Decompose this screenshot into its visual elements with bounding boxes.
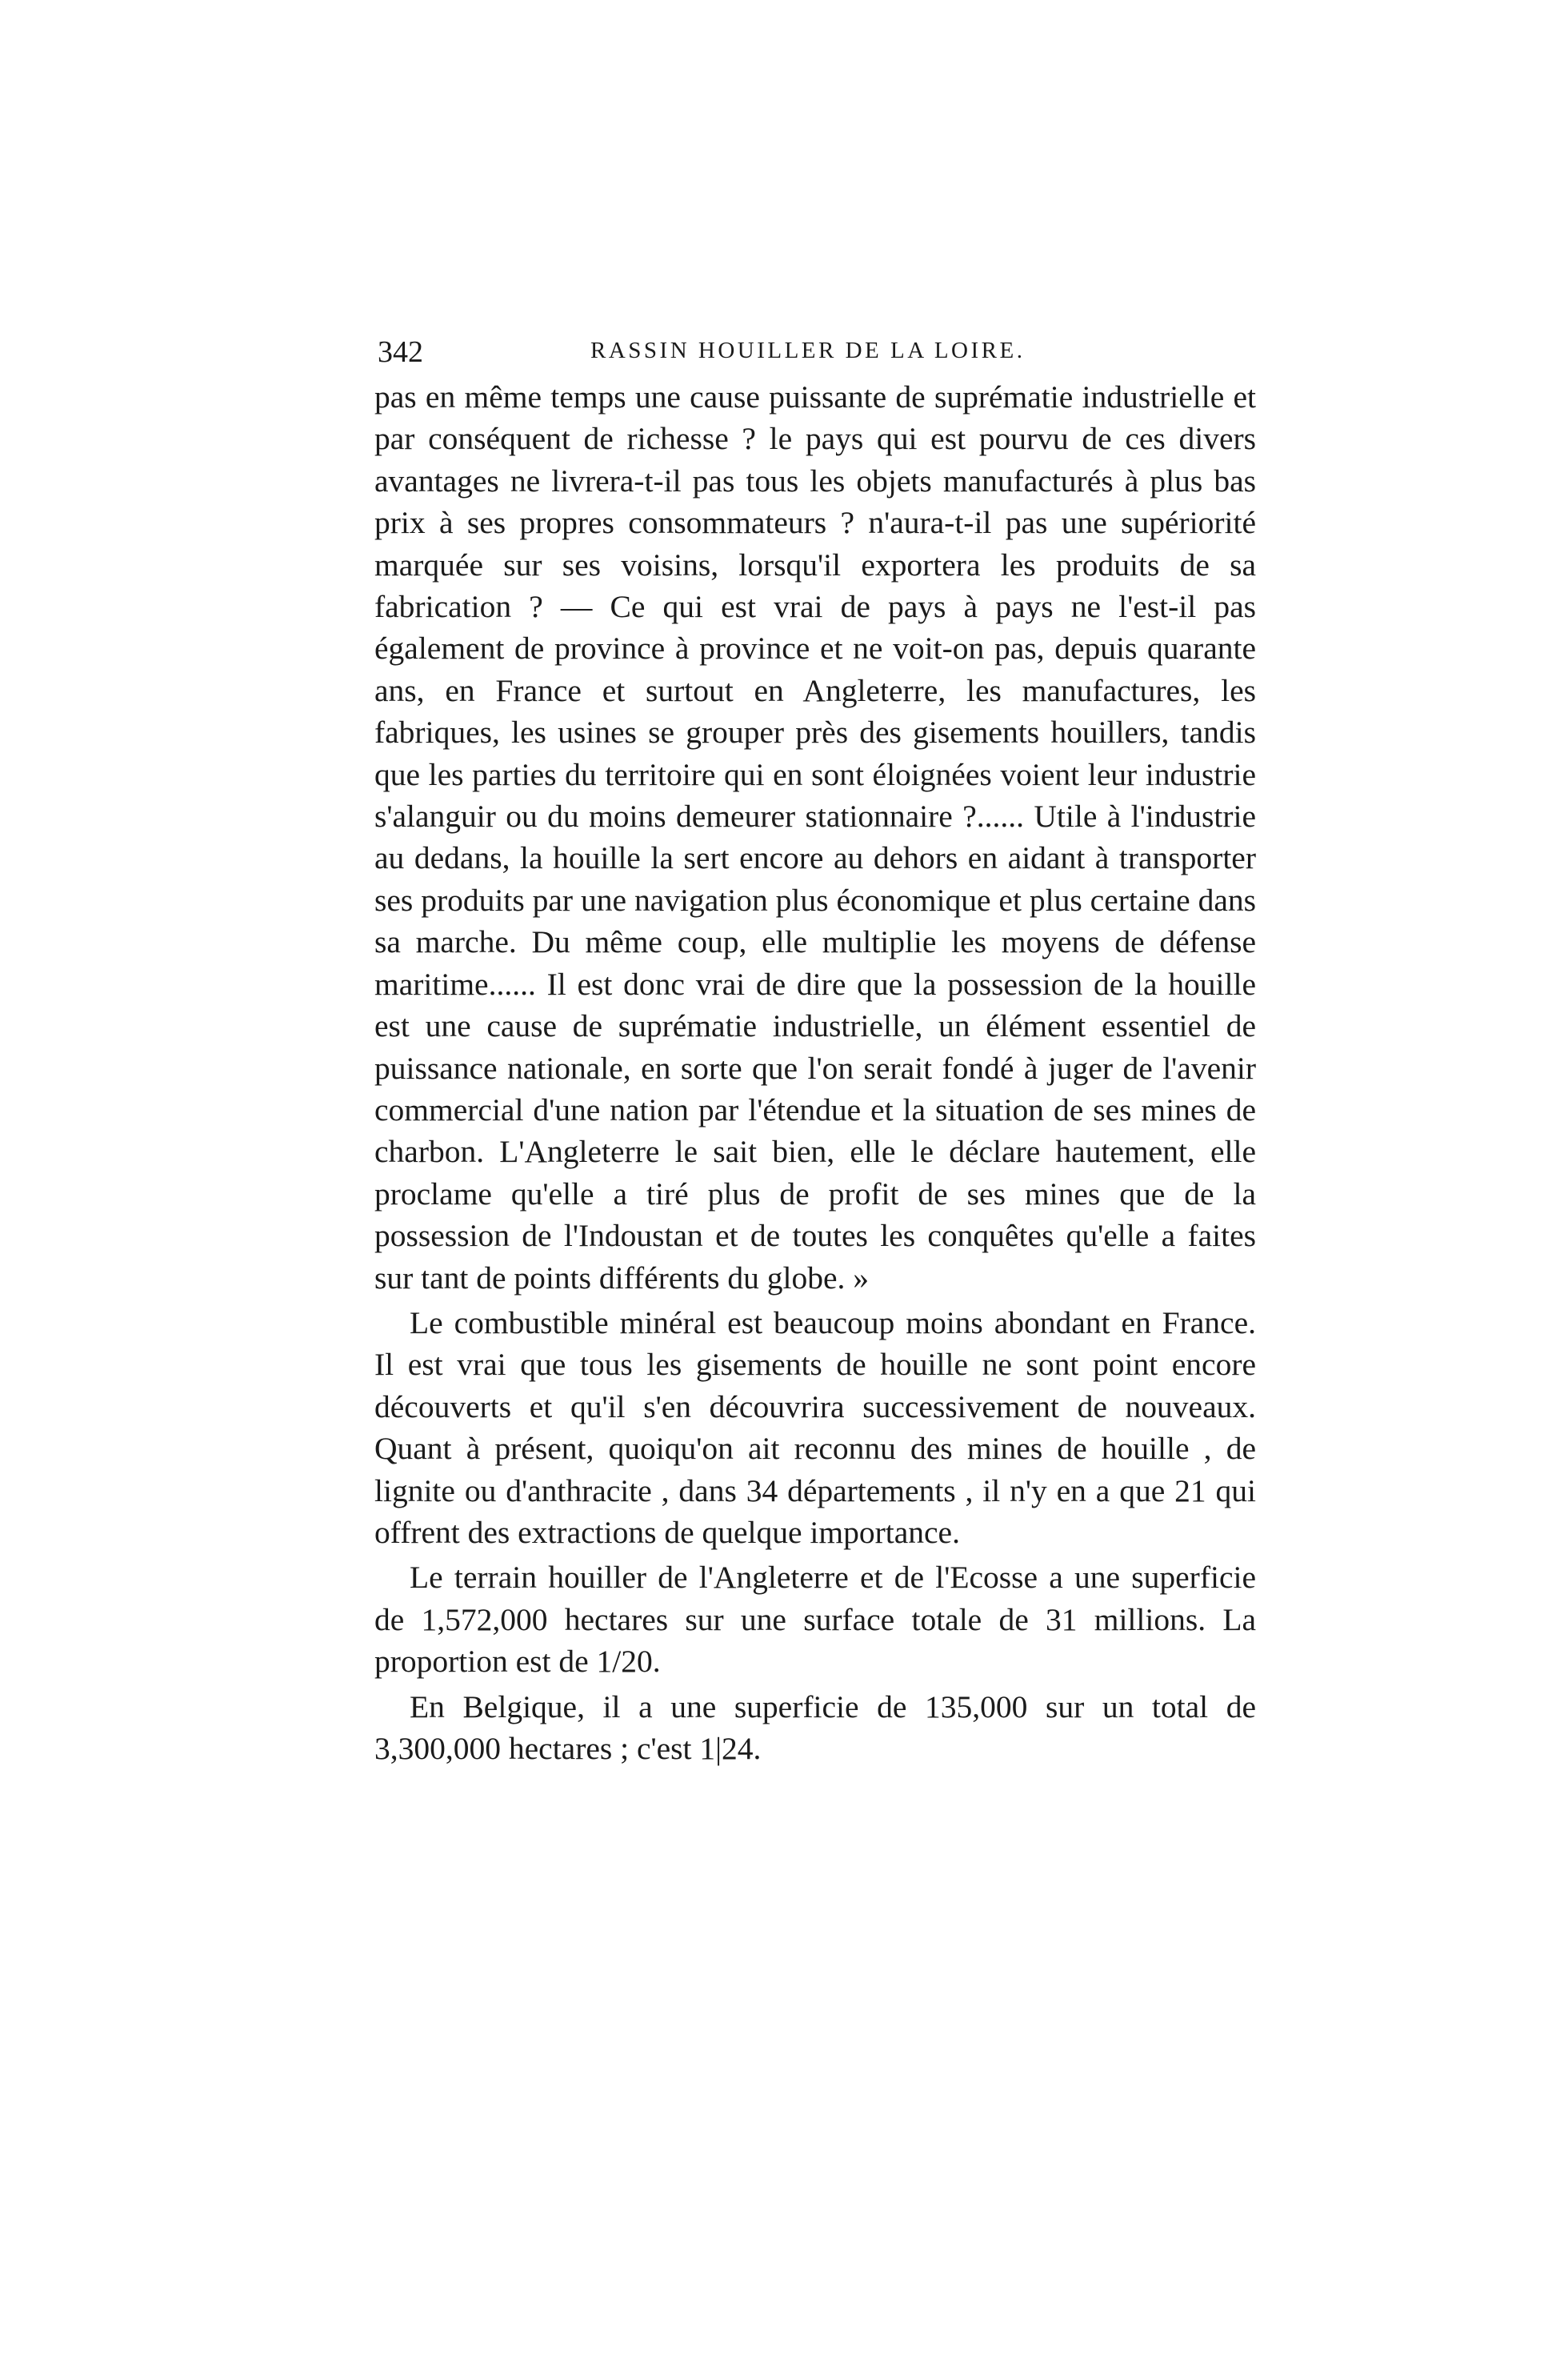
paragraph-angleterre: Le terrain houiller de l'Angleterre et de l'Ecosse a une superficie de 1,572,000 hectares sur une surface totale de 31 millions. La proportion est de 1/20.: [374, 1560, 1256, 1680]
paragraph-combustible: Le combustible minéral est beaucoup moins abondant en France. Il est vrai que tous les gisements de houille ne sont point encore découverts et qu'il s'en découvrira successivement de nouveaux. Quant à présent, quoiqu'on ait reconnu des mines de houille , de lignite ou d'anthracite , dans 34 départements , il n'y en a que 21 qui offrent des extractions de quelque importance.: [374, 1304, 1256, 1550]
book-page: [374, 328, 1256, 1769]
page-header: [374, 328, 1256, 376]
paragraph-belgique: En Belgique, il a une superficie de 135,000 sur un total de 3,300,000 hectares ; c'est 1|24.: [374, 1688, 1256, 1766]
paragraph-continuation: pas en même temps une cause puissante de suprématie industrielle et par conséquent de richesse ? le pays qui est pourvu de ces divers avantages ne livrera-t-il pas tous les objets manufacturés à plus bas prix à ses propres consommateurs ? n'aura-t-il pas une supériorité marquée sur ses voisins, lorsqu'il exportera les produits de sa fabrication ? — Ce qui est vrai de pays à pays ne l'est-il pas également de province à province et ne voit-on pas, depuis quarante ans, en France et surtout en Angleterre, les manufactures, les fabriques, les usines se grouper près des gisements houillers, tandis que les parties du territoire qui en sont éloignées voient leur industrie s'alanguir ou du moins demeurer stationnaire ?...... Utile à l'industrie au dedans, la houille la sert encore au dehors en aidant à transporter ses produits par une navigation plus économique et plus certaine dans sa marche. Du même coup, elle multiplie les moyens de défense maritime...... Il est donc vrai de dire que la possession de la houille est une cause de suprématie industrielle, un élément essentiel de puissance nationale, en sorte que l'on serait fondé à juger de l'avenir commercial d'une nation par l'étendue et la situation de ses mines de charbon. L'Angleterre le sait bien, elle le déclare hautement, elle proclame qu'elle a tiré plus de profit de ses mines que de la possession de l'Indoustan et de toutes les conquêtes qu'elle a faites sur tant de points différents du globe. »: [374, 379, 1256, 1296]
page-number: 342: [378, 335, 423, 369]
body-text: [374, 376, 1256, 1769]
running-title: RASSIN HOUILLER DE LA LOIRE.: [590, 338, 1026, 363]
